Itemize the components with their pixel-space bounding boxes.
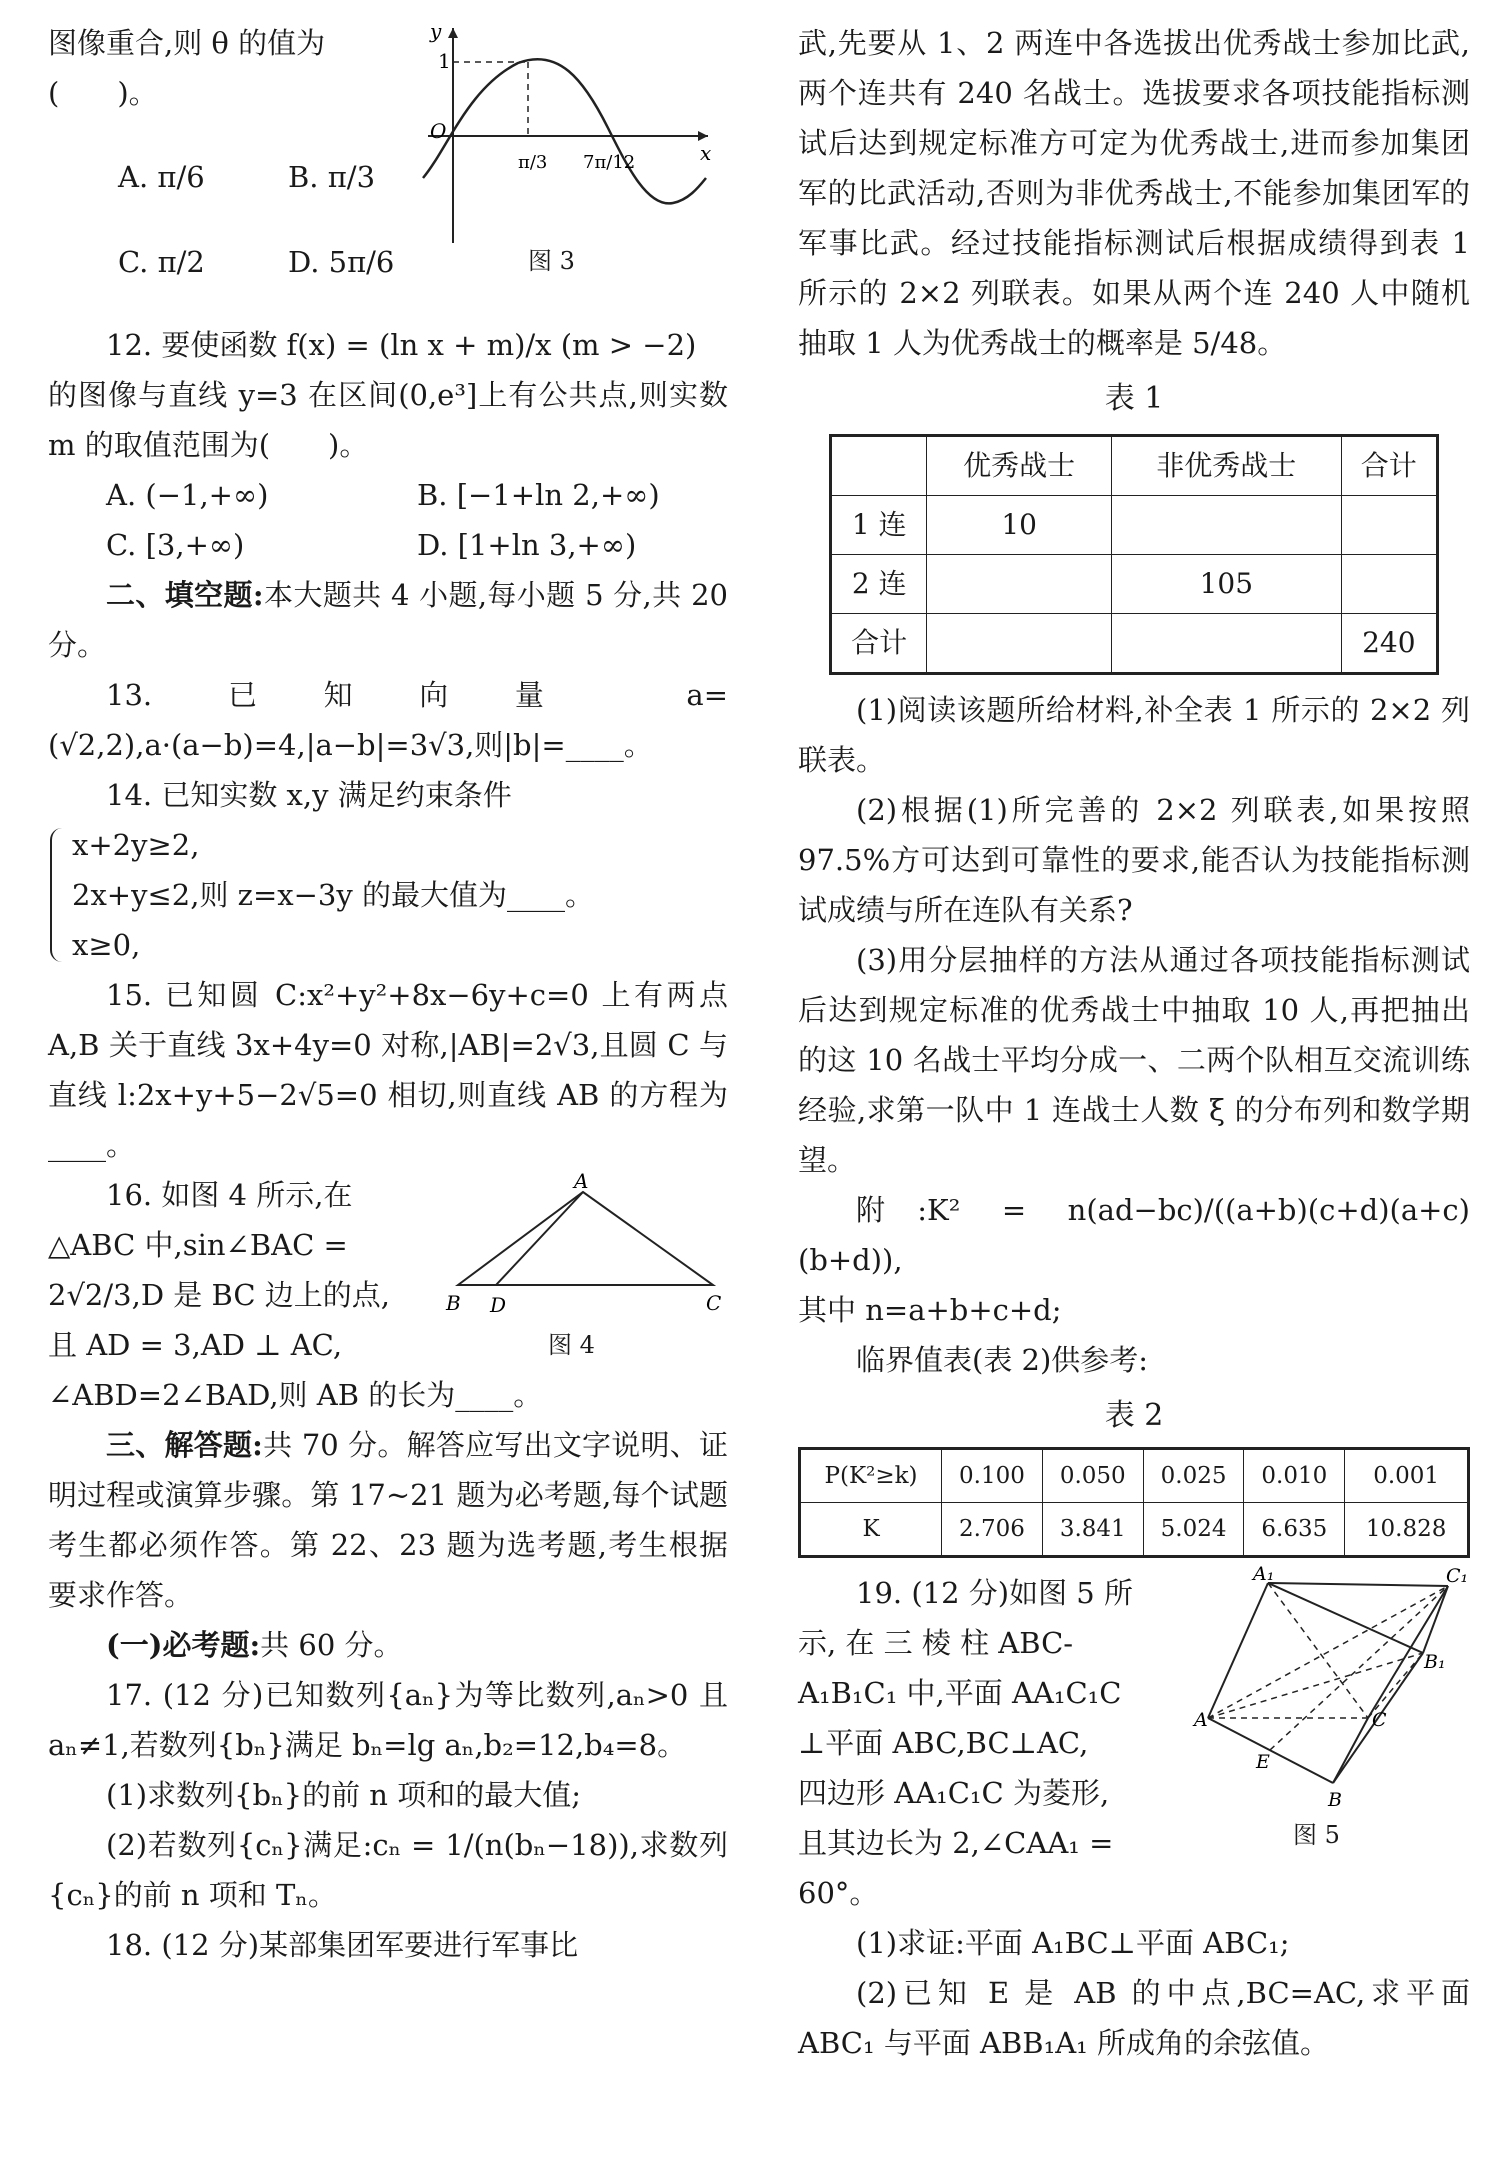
q12-line1: 12. 要使函数 f(x) = (ln x + m)/x (m > −2) <box>106 328 697 362</box>
fig5-label-e: E <box>1256 1751 1270 1773</box>
figure-4 <box>438 1170 728 1370</box>
table2-intro: 临界值表(表 2)供参考: <box>856 1343 1149 1377</box>
q11-paren: ( )。 <box>48 76 158 110</box>
q17-part1: (1)求数列{bₙ}的前 n 项和的最大值; <box>106 1778 581 1812</box>
brace <box>50 828 66 962</box>
q19-part1: (1)求证:平面 A₁BC⊥平面 ABC₁; <box>856 1926 1290 1960</box>
q19-l3: A₁B₁C₁ 中,平面 AA₁C₁C <box>798 1676 1122 1710</box>
q16-l2: △ABC 中,sin∠BAC = <box>48 1228 348 1262</box>
q14-c2: 2x+y≤2,则 z=x−3y 的最大值为____。 <box>72 878 594 912</box>
q18-part1: (1)阅读该题所给材料,补全表 1 所示的 2×2 列联表。 <box>798 693 1470 777</box>
table-row: 2 连 105 <box>831 555 1438 614</box>
q18-part3: (3)用分层抽样的方法从通过各项技能指标测试后达到规定标准的优秀战士中抽取 10 人,再把抽出的这 10 名战士平均分成一、二两个队相互交流训练经验,求第一队中 1 连战士人数 ξ 的分布列和数学期望。 <box>798 943 1470 1177</box>
fig5-label-a: A <box>1194 1709 1208 1731</box>
q11-option-a: A. π/6 <box>118 160 205 194</box>
section-2-heading: 二、填空题:本大题共 4 小题,每小题 5 分,共 20 分。 <box>48 578 728 662</box>
k2-formula-n: 其中 n=a+b+c+d; <box>798 1293 1062 1327</box>
fig4-label-b: B <box>446 1291 461 1315</box>
k2-formula: 附:K² = n(ad−bc)/((a+b)(c+d)(a+c)(b+d)), <box>798 1193 1470 1277</box>
fig5-caption: 图 5 <box>1293 1821 1340 1849</box>
section-3-heading: 三、解答题:共 70 分。解答应写出文字说明、证明过程或演算步骤。第 17~21 题为必考题,每个试题考生都必须作答。第 22、23 题为选考题,考生根据要求作答。 <box>48 1428 728 1612</box>
fig3-y-label: y <box>430 19 442 43</box>
fig5-label-c1: C₁ <box>1446 1565 1469 1587</box>
fig4-caption: 图 4 <box>548 1331 595 1359</box>
fig3-origin-label: O <box>430 119 447 143</box>
fig4-label-a: A <box>574 1169 589 1193</box>
q11-option-c: C. π/2 <box>118 245 205 279</box>
q19-l6: 且其边长为 2,∠CAA₁ = <box>798 1826 1114 1860</box>
q18-part2: (2)根据(1)所完善的 2×2 列联表,如果按照 97.5%方可达到可靠性的要求,能否认为技能指标测试成绩与所在连队有关系? <box>798 793 1470 927</box>
fig3-pi3-label: π/3 <box>518 152 548 173</box>
q19-l1: 19. (12 分)如图 5 所 <box>856 1576 1133 1610</box>
section-3a-heading: (一)必考题:共 60 分。 <box>106 1628 403 1662</box>
q13: 13. 已知向量 a=(√2,2),a·(a−b)=4,|a−b|=3√3,则|b|=____。 <box>48 678 728 762</box>
q17: 17. (12 分)已知数列{aₙ}为等比数列,aₙ>0 且 aₙ≠1,若数列{bₙ}满足 bₙ=lg aₙ,b₂=12,b₄=8。 <box>48 1678 728 1762</box>
q14-constraints <box>48 820 728 970</box>
q15: 15. 已知圆 C:x²+y²+8x−6y+c=0 上有两点 A,B 关于直线 3x+4y=0 对称,|AB|=2√3,且圆 C 与直线 l:2x+y+5−2√5=0 相切,则直线 AB 的方程为____。 <box>48 978 728 1162</box>
q11-option-b: B. π/3 <box>288 160 376 194</box>
q11-block <box>48 18 728 302</box>
fig5-label-a1: A₁ <box>1253 1563 1275 1585</box>
q12-line2: 的图像与直线 y=3 在区间(0,e³]上有公共点,则实数 m 的取值范围为( )。 <box>48 378 728 462</box>
table-row: P(K²≥k) 0.100 0.050 0.025 0.010 0.001 <box>800 1449 1469 1503</box>
q12-option-b: B. [−1+ln 2,+∞) <box>417 478 660 512</box>
fig3-7pi12-label: 7π/12 <box>583 152 636 173</box>
q14-line1: 14. 已知实数 x,y 满足约束条件 <box>106 778 512 812</box>
q19-l5: 四边形 AA₁C₁C 为菱形, <box>798 1776 1110 1810</box>
q18-text: 武,先要从 1、2 两连中各选拔出优秀战士参加比武,两个连共有 240 名战士。选拔要求各项技能指标测试后达到规定标准方可定为优秀战士,进而参加集团军的比武活动,否则为非优秀战士,不能参加集团军的军事比武。经过技能指标测试后根据成绩得到表 1 所示的 2×2 列联表。如果从两个连 240 人中随机抽取 1 人为优秀战士的概率是 5/48。 <box>798 26 1471 360</box>
fig5-label-b1: B₁ <box>1424 1651 1446 1673</box>
prism <box>1194 1563 1470 1818</box>
left-column <box>48 18 728 1970</box>
q16-block <box>48 1170 728 1370</box>
sine-graph <box>408 18 718 248</box>
table-1 <box>829 434 1439 675</box>
figure-3 <box>408 18 728 302</box>
q18-start: 18. (12 分)某部集团军要进行军事比 <box>106 1928 579 1962</box>
table-row: 1 连 10 <box>831 496 1438 555</box>
fig4-label-c: C <box>706 1291 722 1315</box>
fig5-label-b: B <box>1328 1789 1342 1811</box>
q11-option-d: D. 5π/6 <box>288 245 395 279</box>
q11-text: 图像重合,则 θ 的值为 <box>48 26 326 60</box>
q19-part2: (2)已知 E 是 AB 的中点,BC=AC,求平面 ABC₁ 与平面 ABB₁A₁ 所成角的余弦值。 <box>798 1976 1470 2060</box>
right-column <box>798 18 1470 2068</box>
fig3-caption: 图 3 <box>528 247 575 275</box>
q16-l5: ∠ABD=2∠BAD,则 AB 的长为____。 <box>48 1378 543 1412</box>
q19-block <box>798 1563 1470 1918</box>
q19-l7: 60°。 <box>798 1876 879 1910</box>
q12-option-c: C. [3,+∞) <box>106 528 245 562</box>
sine-curve <box>423 59 706 203</box>
segment-ad <box>496 1192 583 1285</box>
q14-c3: x≥0, <box>72 928 141 962</box>
fig3-one-label: 1 <box>438 49 451 73</box>
q19-l4: ⊥平面 ABC,BC⊥AC, <box>798 1726 1089 1760</box>
fig3-x-label: x <box>700 141 712 165</box>
triangle-abd <box>438 1170 728 1330</box>
table-row: 合计 240 <box>831 614 1438 674</box>
q17-part2: (2)若数列{cₙ}满足:cₙ = 1/(n(bₙ−18)),求数列{cₙ}的前 n 项和 Tₙ。 <box>48 1828 728 1912</box>
fig4-label-d: D <box>490 1293 507 1317</box>
table-row: K 2.706 3.841 5.024 6.635 10.828 <box>800 1503 1469 1557</box>
q14-c1: x+2y≥2, <box>72 828 200 862</box>
fig5-label-c: C <box>1372 1709 1387 1731</box>
q19-l2: 示, 在 三 棱 柱 ABC- <box>798 1626 1074 1660</box>
table2-caption: 表 2 <box>1104 1398 1164 1433</box>
triangle-abc <box>458 1192 713 1285</box>
table1-caption: 表 1 <box>1104 381 1164 416</box>
figure-5 <box>1194 1563 1470 1918</box>
q16-l4: 且 AD = 3,AD ⊥ AC, <box>48 1328 343 1362</box>
table-row: 优秀战士 非优秀战士 合计 <box>831 436 1438 496</box>
q16-l3: 2√2/3,D 是 BC 边上的点, <box>48 1278 390 1312</box>
q12-option-d: D. [1+ln 3,+∞) <box>417 528 637 562</box>
table-2 <box>798 1447 1470 1558</box>
q12-option-a: A. (−1,+∞) <box>106 478 269 512</box>
q16-l1: 16. 如图 4 所示,在 <box>106 1178 353 1212</box>
